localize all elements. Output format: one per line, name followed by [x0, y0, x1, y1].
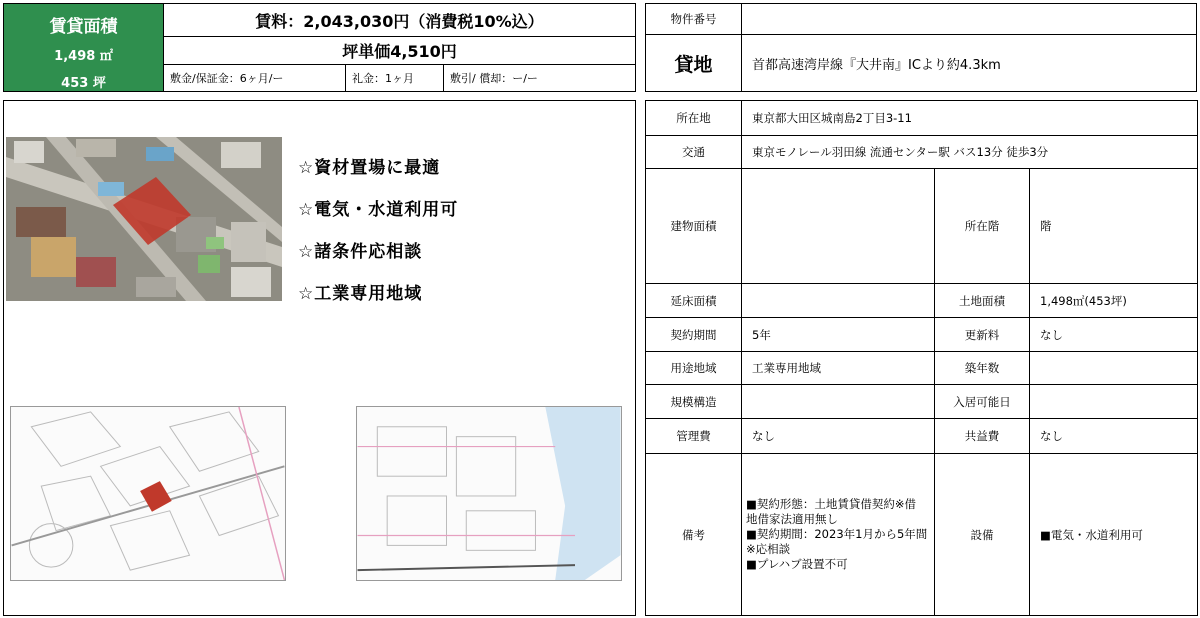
- renewal-value: なし: [1030, 318, 1198, 352]
- zoning-label: 用途地域: [646, 352, 742, 385]
- remarks-label: 備考: [646, 454, 742, 616]
- location-label: 所在地: [646, 101, 742, 136]
- zoning-value: 工業専用地域: [742, 352, 935, 385]
- feature-1: ☆資材置場に最適: [298, 158, 441, 178]
- key-money-text: 礼金：1ヶ月: [352, 72, 414, 85]
- land-area-value: 1,498㎡(453坪): [1030, 284, 1198, 318]
- common-fee-label: 共益費: [935, 419, 1030, 454]
- area-label: 賃貸面積: [49, 17, 118, 37]
- floor-value: 階: [1030, 169, 1198, 284]
- area-sqm: 1,498 ㎡: [54, 49, 113, 64]
- property-number-label-cell: [645, 3, 742, 35]
- land-area-label: 土地面積: [935, 284, 1030, 318]
- mgmt-fee-value: なし: [742, 419, 935, 454]
- remarks-line: ■契約形態：土地賃貸借契約※借: [746, 497, 916, 511]
- area-tsubo: 453 坪: [61, 76, 106, 91]
- area-map: [356, 406, 622, 581]
- access-ic-cell: [741, 34, 1197, 92]
- unit-price-text: 坪単価4,510円: [342, 42, 457, 61]
- total-floor-value: [742, 284, 935, 318]
- rent-text: 賃料：2,043,030円（消費税10%込）: [255, 11, 544, 31]
- transport-value: 東京モノレール羽田線 流通センター駅 バス13分 徒歩3分: [742, 136, 1198, 169]
- property-type-cell: [645, 34, 742, 92]
- property-type: 貸地: [674, 53, 713, 76]
- area-block: [3, 3, 164, 92]
- unit-price-cell: [163, 36, 636, 65]
- equipment-label: 設備: [935, 454, 1030, 616]
- key-money-cell: [345, 64, 444, 92]
- structure-label: 規模構造: [646, 385, 742, 419]
- renewal-label: 更新料: [935, 318, 1030, 352]
- contract-value: 5年: [742, 318, 935, 352]
- building-area-label: 建物面積: [646, 169, 742, 284]
- feature-2: ☆電気・水道利用可: [298, 200, 459, 220]
- deposit-text: 敷金/保証金：6ヶ月/ー: [170, 72, 284, 85]
- move-in-label: 入居可能日: [935, 385, 1030, 419]
- photo-panel: [3, 100, 636, 616]
- remarks-line: 地借家法適用無し: [746, 512, 838, 526]
- deposit-cell: [163, 64, 346, 92]
- common-fee-value: なし: [1030, 419, 1198, 454]
- equipment-value: ■電気・水道利用可: [1030, 454, 1198, 616]
- remarks-line: ※応相談: [746, 542, 791, 556]
- property-number-value-cell: [741, 3, 1197, 35]
- feature-4: ☆工業専用地域: [298, 284, 423, 304]
- property-number-label: 物件番号: [670, 12, 717, 26]
- total-floor-label: 延床面積: [646, 284, 742, 318]
- neighborhood-map: [10, 406, 286, 581]
- move-in-value: [1030, 385, 1198, 419]
- mgmt-fee-label: 管理費: [646, 419, 742, 454]
- aerial-photo: [6, 137, 282, 301]
- amortization-cell: [443, 64, 636, 92]
- remarks-value: [742, 454, 935, 616]
- contract-label: 契約期間: [646, 318, 742, 352]
- building-area-value: [742, 169, 935, 284]
- rent-cell: [163, 3, 636, 37]
- feature-3: ☆諸条件応相談: [298, 242, 423, 262]
- access-ic: 首都高速湾岸線『大井南』ICより約4.3km: [752, 57, 1001, 73]
- age-label: 築年数: [935, 352, 1030, 385]
- age-value: [1030, 352, 1198, 385]
- transport-label: 交通: [646, 136, 742, 169]
- details-table: [645, 100, 1198, 616]
- remarks-line: ■契約期間：2023年1月から5年間: [746, 527, 928, 541]
- amortization-text: 敷引/ 償却：ー/ー: [450, 72, 538, 85]
- location-value: 東京都大田区城南島2丁目3-11: [742, 101, 1198, 136]
- remarks-line: ■プレハブ設置不可: [746, 557, 848, 571]
- structure-value: [742, 385, 935, 419]
- floor-label: 所在階: [935, 169, 1030, 284]
